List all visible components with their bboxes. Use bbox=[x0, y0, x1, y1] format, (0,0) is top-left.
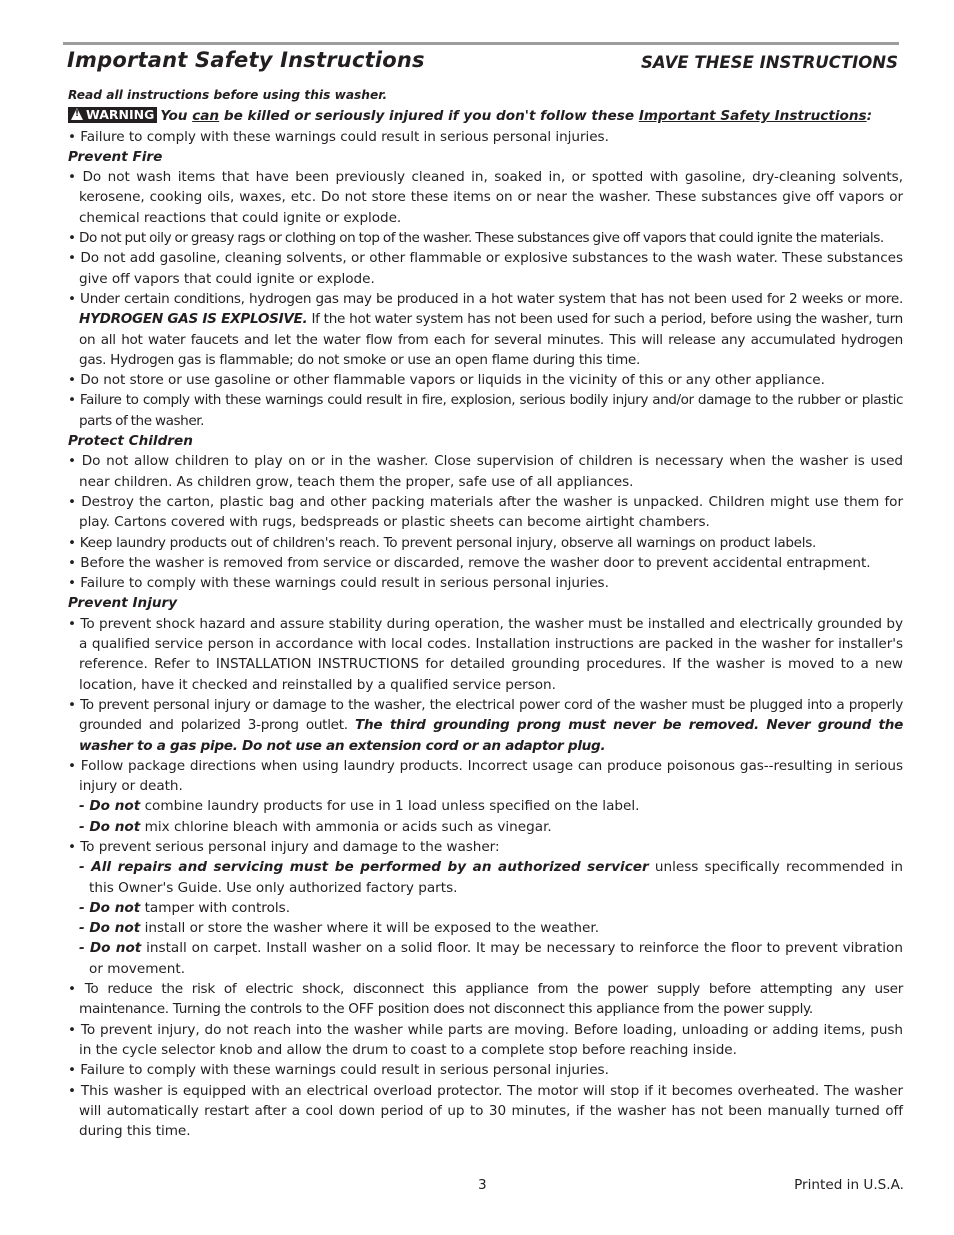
hydrogen-text: • Under certain conditions, hydrogen gas may be produced in a hot water system that has not been used for 2 weeks or more. bbox=[68, 290, 903, 307]
save-instructions-heading: SAVE THESE INSTRUCTIONS bbox=[641, 53, 898, 72]
warning-badge bbox=[68, 107, 157, 123]
hydrogen-text-2: If the hot water system has not been used for such a period, before using the washer, turn on all hot water faucets and let the water flow from each for several minutes. This will release any accumulated hydrogen gas. Hydrogen gas is flammable; do not smoke or use an open flame during this time. bbox=[79, 311, 903, 368]
injury-subitem bbox=[68, 918, 903, 938]
subitem-bold: - Do not bbox=[79, 940, 142, 957]
injury-bullet: • To prevent serious personal injury and damage to the washer: bbox=[68, 838, 500, 855]
injury-bullet: • To prevent injury, do not reach into the washer while parts are moving. Before loading, unloading or adding items, push in the cycle selector knob and allow the drum to coast to a complete stop before reaching inside. bbox=[68, 1021, 903, 1058]
injury-subitem bbox=[68, 817, 903, 837]
section-heading-injury: Prevent Injury bbox=[68, 595, 178, 612]
printed-in: Printed in U.S.A. bbox=[794, 1177, 904, 1193]
children-bullet: • Do not allow children to play on or in the washer. Close supervision of children is necessary when the washer is used near children. As children grow, teach them the proper, safe use of all appliances. bbox=[68, 453, 903, 490]
warning-text-mid: be killed or seriously injured if you don't follow these bbox=[219, 108, 639, 125]
injury-bullet: • This washer is equipped with an electrical overload protector. The motor will stop if it becomes overheated. The washer will automatically restart after a cool down period of up to 30 minutes, if the washer has not been manually turned off during this time. bbox=[68, 1082, 903, 1140]
fire-bullet bbox=[68, 289, 903, 370]
section-heading-children: Protect Children bbox=[68, 433, 193, 450]
fire-bullet: • Do not add gasoline, cleaning solvents, or other flammable or explosive substances to the wash water. These substances give off vapors that could ignite or explode. bbox=[68, 250, 903, 287]
injury-bullet bbox=[68, 695, 903, 756]
injury-bullet: • To prevent shock hazard and assure stability during operation, the washer must be installed and electrically grounded by a qualified service person in accordance with local codes. Installation instructions are packed in the washer for installer's reference. Refer to INSTALLATION INSTRUCTIONS for detailed grounding procedures. If the washer is moved to a new location, have it checked and reinstalled by a qualified service person. bbox=[68, 615, 903, 693]
warning-text-pre: You bbox=[160, 108, 193, 125]
subitem-text: install or store the washer where it will be exposed to the weather. bbox=[140, 920, 600, 937]
grounding-text: • To prevent personal injury or damage to the washer, the electrical power cord of the washer must be plugged into a properly grounded and polarized 3-prong outlet. bbox=[68, 696, 903, 734]
subitem-text: mix chlorine bleach with ammonia or acids such as vinegar. bbox=[140, 818, 552, 835]
subitem-bold: - Do not bbox=[79, 899, 141, 916]
injury-bullet: • Failure to comply with these warnings could result in serious personal injuries. bbox=[68, 1062, 609, 1079]
safety-content bbox=[68, 85, 903, 1141]
fire-bullet: • Failure to comply with these warnings could result in fire, explosion, serious bodily injury and/or damage to the rubber or plastic parts of the washer. bbox=[68, 392, 903, 429]
injury-subitem bbox=[68, 857, 903, 898]
section-heading-fire: Prevent Fire bbox=[68, 148, 163, 165]
warning-triangle-icon bbox=[71, 108, 83, 120]
warning-text-can: can bbox=[192, 108, 220, 125]
children-bullet: • Before the washer is removed from service or discarded, remove the washer door to prevent accidental entrapment. bbox=[68, 554, 871, 571]
injury-subitem bbox=[68, 938, 903, 979]
fire-bullet: • Do not put oily or greasy rags or clothing on top of the washer. These substances give off vapors that could ignite the materials. bbox=[68, 230, 884, 247]
warning-text-link: Important Safety Instructions bbox=[638, 108, 867, 125]
warning-line bbox=[68, 106, 903, 126]
injury-bullet: • Follow package directions when using laundry products. Incorrect usage can produce poisonous gas--resulting in serious injury or death. bbox=[68, 757, 903, 795]
page-title: Important Safety Instructions bbox=[67, 48, 425, 72]
fire-bullet: • Do not wash items that have been previously cleaned in, soaked in, or spotted with gasoline, dry-cleaning solvents, kerosene, cooking oils, waxes, etc. Do not store these items on or near the washer. These substances give off vapors or chemical reactions that could ignite or explode. bbox=[68, 169, 903, 226]
subitem-text: tamper with controls. bbox=[140, 899, 291, 916]
header-rule bbox=[63, 42, 899, 45]
subitem-text: install on carpet. Install washer on a solid floor. It may be necessary to reinforce the floor to prevent vibration or movement. bbox=[89, 940, 903, 977]
page-number: 3 bbox=[478, 1177, 487, 1193]
subitem-bold: - Do not bbox=[79, 798, 141, 815]
subitem-bold: - All repairs and servicing must be performed by an authorized servicer bbox=[79, 859, 649, 876]
injury-subitem bbox=[68, 796, 903, 816]
children-bullet: • Keep laundry products out of children's reach. To prevent personal injury, observe all warnings on product labels. bbox=[68, 534, 817, 551]
children-bullet: • Destroy the carton, plastic bag and other packing materials after the washer is unpacked. Children might use them for play. Cartons covered with rugs, bedspreads or plastic sheets can become airtight chambers. bbox=[68, 493, 903, 531]
injury-subitem bbox=[68, 898, 903, 918]
warning-text-post: : bbox=[866, 108, 873, 125]
subitem-bold: - Do not bbox=[79, 920, 141, 937]
fire-bullet: • Do not store or use gasoline or other flammable vapors or liquids in the vicinity of this or any other appliance. bbox=[68, 372, 825, 389]
subitem-bold: - Do not bbox=[79, 818, 141, 835]
subitem-text: combine laundry products for use in 1 load unless specified on the label. bbox=[140, 798, 640, 815]
warning-badge-label: WARNING bbox=[86, 107, 155, 123]
general-bullet: • Failure to comply with these warnings could result in serious personal injuries. bbox=[68, 128, 609, 145]
subitem-text: unless specifically recommended in this Owner's Guide. Use only authorized factory parts. bbox=[89, 859, 903, 896]
injury-bullet: • To reduce the risk of electric shock, disconnect this appliance from the power supply before attempting any user maintenance. Turning the controls to the OFF position does not disconnect this appliance from the power supply. bbox=[68, 981, 903, 1018]
grounding-bold: The third grounding prong must never be removed. Never ground the washer to a gas pipe. Do not use an extension cord or an adaptor plug. bbox=[79, 717, 904, 754]
children-bullet: • Failure to comply with these warnings could result in serious personal injuries. bbox=[68, 575, 609, 592]
hydrogen-bold: HYDROGEN GAS IS EXPLOSIVE. bbox=[79, 311, 308, 328]
intro-text: Read all instructions before using this washer. bbox=[68, 88, 388, 102]
